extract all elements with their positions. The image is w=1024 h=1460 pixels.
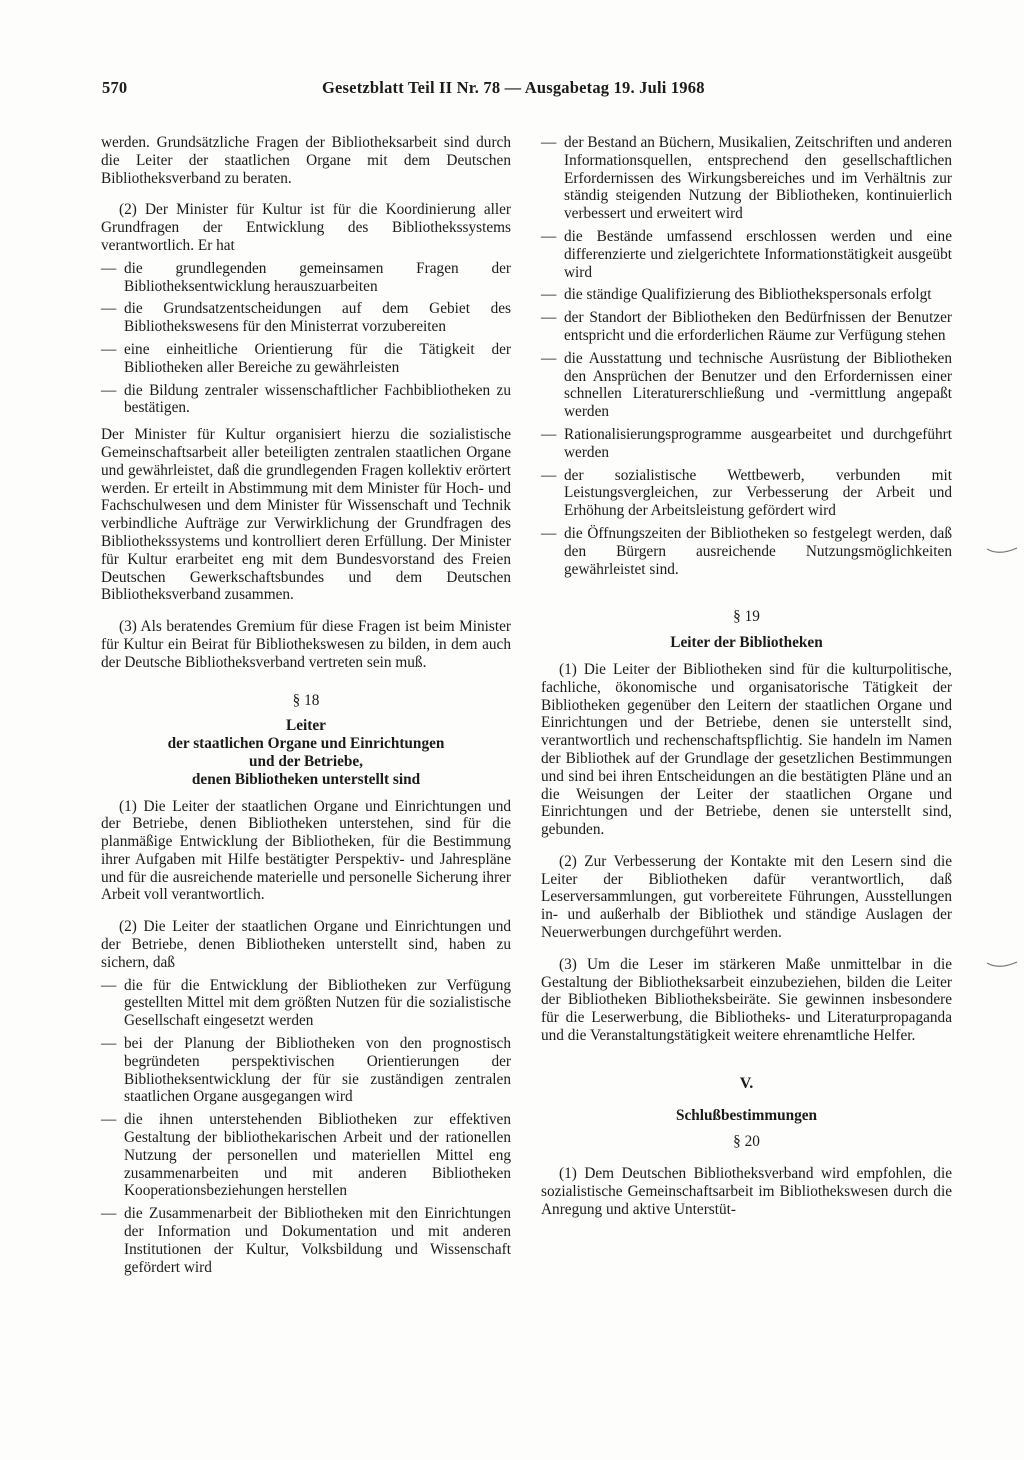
paragraph: werden. Grundsätzliche Fragen der Bibliotheksarbeit sind durch die Leiter der staatlichen Organe mit dem Deutschen Bibliotheksverband zu beraten. [101, 134, 511, 187]
list-item: — Rationalisierungsprogramme ausgearbeitet und durchgeführt werden [541, 426, 952, 462]
section-number: § 18 [292, 691, 320, 709]
list-item: — die grundlegenden gemeinsamen Fragen der Bibliotheksentwicklung herauszuarbeiten [101, 260, 511, 296]
list-item: — die für die Entwicklung der Bibliotheken zur Verfügung gestellten Mittel mit dem größten Nutzen für die sozialistische Gesellschaft eingesetzt werden [101, 977, 511, 1030]
list-item: — eine einheitliche Orientierung für die Tätigkeit der Bibliotheken aller Bereiche zu gewährleisten [101, 341, 511, 377]
list-item: — der sozialistische Wettbewerb, verbunden mit Leistungsvergleichen, zur Verbesserung der Arbeit und Erhöhung der Arbeitsleistung gefördert wird [541, 467, 952, 520]
list-item: — die Grundsatzentscheidungen auf dem Gebiet des Bibliothekswesens für den Ministerrat vorzubereiten [101, 300, 511, 336]
chapter-number: V. [739, 1074, 754, 1092]
section-number: § 19 [733, 608, 760, 626]
list-item: — der Bestand an Büchern, Musikalien, Zeitschriften und anderen Informationsquellen, entsprechend den gesellschaftlichen Erfordernissen des Wirkungsbereiches und im Verhältnis zur ständig steigenden Nutzung der Bibliotheken, kontinuierlich verbessert und erweitert wird [541, 134, 952, 223]
list-item: — die Zusammenarbeit der Bibliotheken mit den Einrichtungen der Information und Dokumentation und mit anderen Institutionen der Kultur, Volksbildung und Wissenschaft gefördert wird [101, 1205, 511, 1276]
list-item: — der Standort der Bibliotheken den Bedürfnissen der Benutzer entspricht und die erforderlichen Räume zur Verfügung stehen [541, 309, 952, 345]
margin-mark [985, 960, 1019, 970]
section-title: Leiter der Bibliotheken [670, 634, 823, 652]
section-title-line: der staatlichen Organe und Einrichtungen [167, 735, 445, 753]
page-number: 570 [102, 78, 128, 97]
list-item: — die ihnen unterstehenden Bibliotheken zur effektiven Gestaltung der bibliothekarischen Arbeit und der rationellen Nutzung der personellen und materiellen Mittel eng zusammenarbeiten und mit anderen Bibliotheken Kooperationsbeziehungen herstellen [101, 1111, 511, 1200]
chapter-title: Schlußbestimmungen [675, 1106, 818, 1124]
list-item: — bei der Planung der Bibliotheken von den prognostisch begründeten perspektivischen Orientierungen der Bibliotheksentwicklung der für sie zuständigen zentralen staatlichen Organe ausgegangen wird [101, 1035, 511, 1106]
list-item: — die ständige Qualifizierung des Bibliothekspersonals erfolgt [541, 286, 952, 304]
section-title-line: denen Bibliotheken unterstellt sind [191, 770, 421, 788]
paragraph: Der Minister für Kultur organisiert hierzu die sozialistische Gemeinschaftsarbeit aller beteiligten zentralen staatlichen Organe und gewährleistet, daß die grundlegenden Fragen kollektiv erörtert werden. Er erteilt in Abstimmung mit dem Minister für Hoch- und Fachschulwesen und dem Minister für Wissenschaft und Technik verbindliche Aufträge zur Verwirklichung der Grundfragen des Bibliothekssystems und kontrolliert deren Erfüllung. Der Minister für Kultur erarbeitet eng mit dem Bundesvorstand des Freien Deutschen Gewerkschaftsbundes und dem Deutschen Bibliotheksverband zusammen. [101, 426, 511, 604]
list-item: — die Bildung zentraler wissenschaftlicher Fachbibliotheken zu bestätigen. [101, 382, 511, 418]
section-number: § 20 [733, 1133, 760, 1151]
running-head: Gesetzblatt Teil II Nr. 78 — Ausgabetag 19. Juli 1968 [322, 78, 705, 97]
list-item: — die Bestände umfassend erschlossen werden und eine differenzierte und zielgerichtete Informationstätigkeit ausgeübt wird [541, 228, 952, 281]
list-item: — die Ausstattung und technische Ausrüstung der Bibliotheken den Ansprüchen der Benutzer und den Erfordernissen einer schnellen Literaturerschließung und -vermittlung angepaßt werden [541, 350, 952, 421]
paragraph: (1) Dem Deutschen Bibliotheksverband wird empfohlen, die sozialistische Gemeinschaftsarbeit im Bibliothekswesen durch die Anregung und aktive Unterstüt- [541, 1165, 952, 1218]
paragraph: (3) Um die Leser im stärkeren Maße unmittelbar in die Gestaltung der Bibliotheksarbeit einzubeziehen, bilden die Leiter der Bibliotheken Bibliotheksbeiräte. Sie gewinnen insbesondere für die Leserwerbung, die Bibliotheks- und Literaturpropaganda und die Veranstaltungstätigkeit weitere ehrenamtliche Helfer. [541, 955, 952, 1045]
section-title [101, 717, 511, 788]
paragraph: (1) Die Leiter der Bibliotheken sind für die kulturpolitische, fachliche, ökonomische und organisatorische Tätigkeit der Bibliotheken gegenüber den Leitern der staatlichen Organe und Einrichtungen und der Betriebe, denen sie unterstellt sind, verantwortlich und rechenschaftspflichtig. Sie handeln im Namen der Bibliothek auf der Grundlage der gesetzlichen Bestimmungen und sind bei ihren Entscheidungen an die bestätigten Pläne und an die Weisungen der Leiter der staatlichen Organe und Einrichtungen und der Betriebe, denen sie unterstellt sind, gebunden. [541, 660, 952, 839]
section-title-line: Leiter [286, 717, 326, 735]
left-column [101, 134, 511, 1276]
right-column [541, 134, 952, 1219]
page-header [102, 78, 762, 104]
section-title-line: und der Betriebe, [248, 752, 364, 770]
paragraph: (3) Als beratendes Gremium für diese Fragen ist beim Minister für Kultur ein Beirat für Bibliothekswesen zu bilden, in dem auch der Deutsche Bibliotheksverband vertreten sein muß. [101, 618, 511, 671]
paragraph: (2) Zur Verbesserung der Kontakte mit den Lesern sind die Leiter der Bibliotheken dafür verantwortlich, daß Leserversammlungen, gut vorbereitete Führungen, Ausstellungen in- und außerhalb der Bibliothek und ständige Auslagen der Neuerwerbungen durchgeführt werden. [541, 852, 952, 942]
paragraph: (2) Der Minister für Kultur ist für die Koordinierung aller Grundfragen der Entwicklung des Bibliothekssystems verantwortlich. Er hat [101, 201, 511, 254]
margin-mark [985, 546, 1019, 556]
list-item: — die Öffnungszeiten der Bibliotheken so festgelegt werden, daß den Bürgern ausreichende Nutzungsmöglichkeiten gewährleistet sind. [541, 525, 952, 578]
paragraph: (1) Die Leiter der staatlichen Organe und Einrichtungen und der Betriebe, denen Bibliotheken unterstehen, sind für die planmäßige Entwicklung der Bibliotheken, für die Bestimmung ihrer Aufgaben mit Hilfe bestätigter Perspektiv- und Jahrespläne und für die ausreichende materielle und personelle Sicherung ihrer Arbeit voll verantwortlich. [101, 797, 511, 904]
paragraph: (2) Die Leiter der staatlichen Organe und Einrichtungen und der Betriebe, denen Bibliotheken unterstellt sind, haben zu sichern, daß [101, 918, 511, 971]
